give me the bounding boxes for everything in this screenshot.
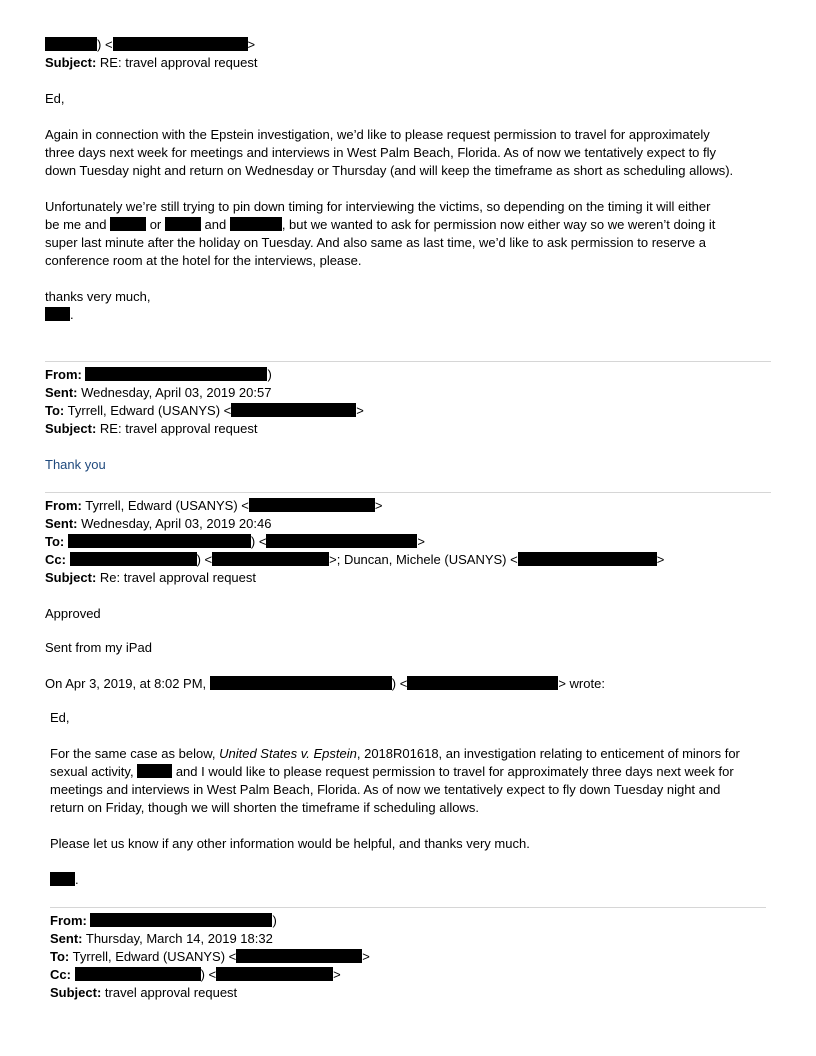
divider [45, 492, 771, 493]
redaction-block [518, 552, 657, 566]
email3-cc-line: Cc: ) < >; Duncan, Michele (USANYS) < > [45, 552, 665, 567]
email3-to-line: To: ) < > [45, 534, 426, 549]
redaction-block [68, 534, 251, 548]
email4-signature: . [50, 871, 79, 888]
email3-signature: Sent from my iPad [45, 640, 152, 655]
email1-signature: . [45, 306, 74, 323]
top-from-line: ) < > [45, 36, 255, 53]
redaction-block [75, 967, 201, 981]
redaction-block [230, 217, 282, 231]
redaction-block [407, 676, 558, 690]
email2-body: Thank you [45, 457, 106, 472]
redaction-block [216, 967, 333, 981]
email1-p1-line3: down Tuesday night and return on Wednesday or Thursday (and will keep the timeframe as short as scheduling allows). [45, 163, 734, 178]
email5-cc-line: Cc: ) < > [50, 967, 341, 982]
email4-line3: meetings and interviews in West Palm Beach, Florida. As of now we tentatively expect to fly down Tuesday night and [50, 782, 721, 797]
divider [50, 907, 766, 908]
redaction-block [231, 403, 356, 417]
email3-body: Approved [45, 606, 101, 621]
redaction-block [137, 764, 172, 778]
redaction-block [45, 37, 97, 51]
email4-line1: For the same case as below, United States v. Epstein, 2018R01618, an investigation relating to enticement of minors for [50, 746, 740, 761]
redaction-block [236, 949, 362, 963]
email5-from-line: From: ) [50, 913, 277, 928]
email4-line4: return on Friday, though we will shorten the timeframe if scheduling allows. [50, 800, 479, 815]
email1-p2-line1: Unfortunately we’re still trying to pin down timing for interviewing the victims, so depending on the timing it will either [45, 199, 711, 214]
redaction-block [85, 367, 267, 381]
email3-subject-line: Subject: Re: travel approval request [45, 570, 257, 585]
email1-p2-line4: conference room at the hotel for the interviews, please. [45, 253, 362, 268]
email4-greeting: Ed, [50, 710, 70, 725]
email1-closing: thanks very much, [45, 289, 151, 304]
redaction-block [210, 676, 392, 690]
redaction-block [45, 307, 70, 321]
redaction-block [90, 913, 272, 927]
email5-to-line: To: Tyrrell, Edward (USANYS) < > [50, 949, 370, 964]
email3-from-line: From: Tyrrell, Edward (USANYS) < > [45, 498, 383, 513]
email3-sent-line: Sent: Wednesday, April 03, 2019 20:46 [45, 516, 272, 531]
redaction-block [113, 37, 248, 51]
redaction-block [249, 498, 375, 512]
email2-sent-line: Sent: Wednesday, April 03, 2019 20:57 [45, 385, 272, 400]
email1-p2-line3: super last minute after the holiday on Tuesday. And also same as last time, we’d like to ask permission to reserve a [45, 235, 706, 250]
email1-greeting: Ed, [45, 91, 65, 106]
redaction-block [266, 534, 417, 548]
email1-p2-line2: be me and or and , but we wanted to ask for permission now either way so we weren’t doing it [45, 217, 716, 232]
redaction-block [110, 217, 146, 231]
email5-sent-line: Sent: Thursday, March 14, 2019 18:32 [50, 931, 273, 946]
divider [45, 361, 771, 362]
email2-to-line: To: Tyrrell, Edward (USANYS) < > [45, 403, 364, 418]
email2-from-line: From: ) [45, 367, 272, 382]
email1-p1-line2: three days next week for meetings and interviews in West Palm Beach, Florida. As of now we tentatively expect to fly [45, 145, 717, 160]
email3-quote-intro: On Apr 3, 2019, at 8:02 PM, ) < > wrote: [45, 676, 605, 691]
email5-subject-line: Subject: travel approval request [50, 985, 238, 1000]
email2-subject-line: Subject: RE: travel approval request [45, 421, 258, 436]
email4-line2: sexual activity, and I would like to please request permission to travel for approximately three days next week for [50, 764, 734, 779]
redaction-block [212, 552, 329, 566]
email1-p1-line1: Again in connection with the Epstein investigation, we’d like to please request permission to travel for approximately [45, 127, 710, 142]
redaction-block [165, 217, 201, 231]
redaction-block [50, 872, 75, 886]
email4-p2: Please let us know if any other information would be helpful, and thanks very much. [50, 836, 530, 851]
redaction-block [70, 552, 197, 566]
top-subject-line: Subject: RE: travel approval request [45, 55, 258, 70]
